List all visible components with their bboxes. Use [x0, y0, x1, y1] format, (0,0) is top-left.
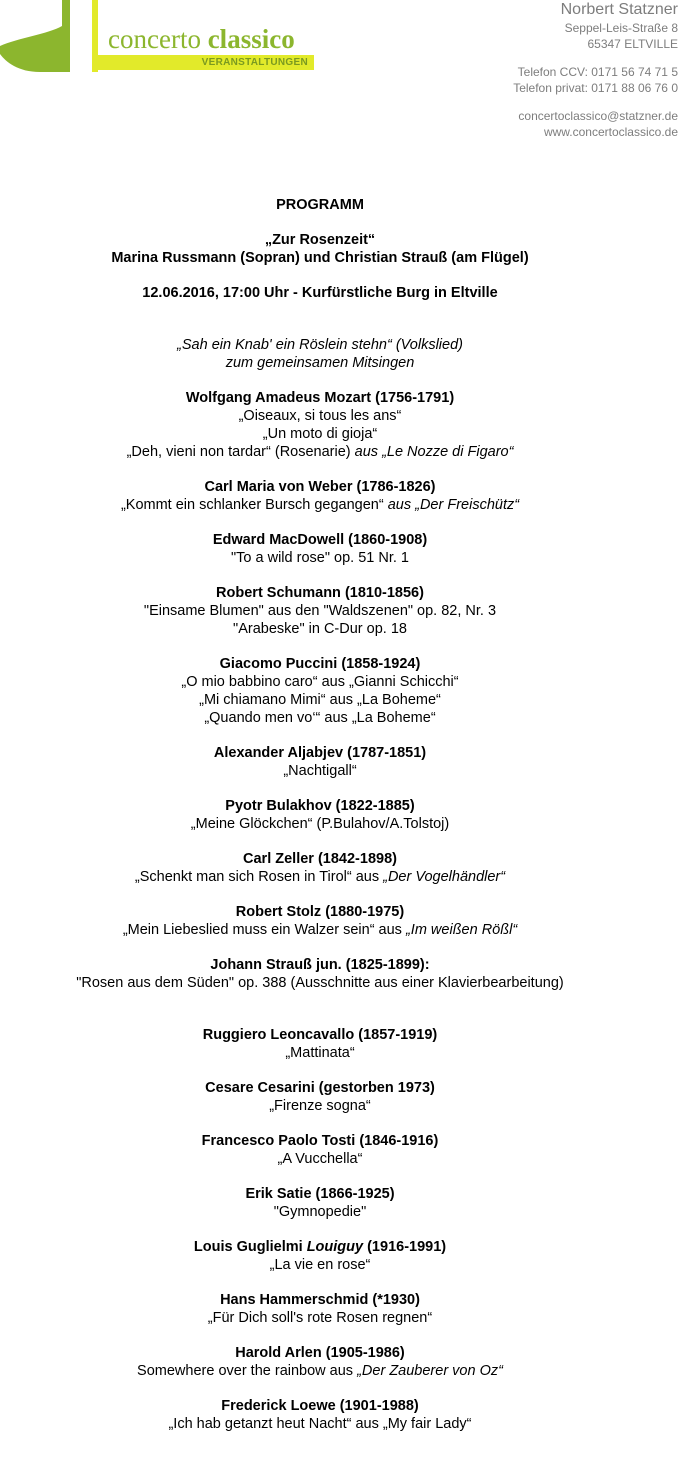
work — [0, 443, 640, 461]
work-title: „Firenze sogna“ — [269, 1098, 371, 1114]
work — [0, 1044, 640, 1062]
work — [0, 1203, 640, 1221]
composer — [0, 584, 640, 602]
composer-name: Hans Hammerschmid (*1930) — [220, 1292, 420, 1308]
composer-name: Ruggiero Leoncavallo (1857-1919) — [202, 1027, 438, 1043]
composer-name: Carl Zeller (1842-1898) — [243, 851, 397, 867]
contact-web[interactable]: www.concertoclassico.de — [543, 125, 678, 139]
program-heading: PROGRAMM — [276, 197, 364, 213]
logo-wordmark — [108, 26, 295, 53]
composer-name: Edward MacDowell (1860-1908) — [212, 532, 428, 548]
contact-phone-ccv: Telefon CCV: 0171 56 74 71 5 — [517, 65, 678, 79]
contact-phone-private: Telefon privat: 0171 88 06 76 0 — [513, 81, 678, 95]
contact-block — [513, 0, 678, 140]
work-title: „Nachtigall“ — [283, 763, 357, 779]
work — [0, 1415, 640, 1433]
composer-name: Robert Schumann (1810-1856) — [216, 585, 424, 601]
composer-name: Johann Strauß jun. (1825-1899): — [210, 957, 430, 973]
composer — [0, 797, 640, 815]
logo-word-concerto: concerto — [108, 24, 201, 54]
contact-city: 65347 ELTVILLE — [587, 37, 678, 51]
work — [0, 602, 640, 620]
composer — [0, 389, 640, 407]
work-title: „Meine Glöckchen“ (P.Bulahov/A.Tolstoj) — [190, 816, 450, 832]
composer — [0, 850, 640, 868]
contact-name: Norbert Statzner — [560, 1, 678, 18]
concert-title: „Zur Rosenzeit“ — [264, 232, 376, 248]
composer-name: Pyotr Bulakhov (1822-1885) — [225, 798, 415, 814]
work — [0, 974, 640, 992]
logo-shape — [0, 0, 100, 75]
work-title: „Schenkt man sich Rosen in Tirol“ aus — [134, 869, 384, 885]
work-source: „Im weißen Rößl“ — [405, 922, 518, 938]
work — [0, 1150, 640, 1168]
composer — [0, 655, 640, 673]
work-title: "Einsame Blumen" aus den "Waldszenen" op. 82, Nr. 3 — [143, 603, 497, 619]
work-title: Somewhere over the rainbow aus — [137, 1363, 358, 1379]
work — [0, 1097, 640, 1115]
composer-name: Giacomo Puccini (1858-1924) — [219, 656, 421, 672]
composer-name: Harold Arlen (1905-1986) — [235, 1345, 405, 1361]
work — [0, 762, 640, 780]
composer — [0, 744, 640, 762]
work-title: „A Vucchella“ — [277, 1151, 363, 1167]
work — [0, 868, 640, 886]
date-venue: 12.06.2016, 17:00 Uhr - Kurfürstliche Burg in Eltville — [142, 285, 498, 301]
logo — [0, 0, 320, 75]
work — [0, 425, 640, 443]
work-title: "Rosen aus dem Süden" op. 388 (Ausschnitte aus einer Klavierbearbeitung) — [76, 975, 564, 991]
work-title: „Quando men vo‘“ aus „La Boheme“ — [204, 710, 436, 726]
work — [0, 691, 640, 709]
composer-name: Wolfgang Amadeus Mozart (1756-1791) — [185, 390, 455, 406]
composer — [0, 531, 640, 549]
logo-bar — [96, 55, 314, 70]
composer — [0, 1079, 640, 1097]
work-title: „Deh, vieni non tardar“ (Rosenarie) — [126, 444, 355, 460]
work — [0, 1309, 640, 1327]
work — [0, 407, 640, 425]
composer — [0, 1132, 640, 1150]
work-title: „Kommt ein schlanker Bursch gegangen“ — [120, 497, 388, 513]
work-title: "Gymnopedie" — [273, 1204, 367, 1220]
work — [0, 709, 640, 727]
work-title: „O mio babbino caro“ aus „Gianni Schicchi“ — [181, 674, 459, 690]
work-title: "To a wild rose" op. 51 Nr. 1 — [231, 550, 409, 566]
contact-email[interactable]: concertoclassico@statzner.de — [518, 109, 678, 123]
composer — [0, 956, 640, 974]
composer-name: Frederick Loewe (1901-1988) — [221, 1398, 419, 1414]
composer — [0, 1397, 640, 1415]
work — [0, 673, 640, 691]
work-title: „La vie en rose“ — [269, 1257, 371, 1273]
composer — [0, 1238, 640, 1256]
logo-subtitle: VERANSTALTUNGEN — [201, 57, 308, 68]
performers: Marina Russmann (Sopran) und Christian Strauß (am Flügel) — [111, 250, 529, 266]
program-blocks — [0, 389, 640, 1433]
program — [0, 196, 640, 1433]
work — [0, 815, 640, 833]
composer-name: Carl Maria von Weber (1786-1826) — [204, 479, 436, 495]
composer-dates: (1916-1991) — [363, 1239, 447, 1255]
work-title: „Mattinata“ — [285, 1045, 355, 1061]
opening-note: zum gemeinsamen Mitsingen — [225, 355, 415, 371]
work-title: „Mi chiamano Mimi“ aus „La Boheme“ — [199, 692, 441, 708]
work-source: „Der Zauberer von Oz“ — [357, 1363, 503, 1379]
composer-name: Francesco Paolo Tosti (1846-1916) — [201, 1133, 439, 1149]
composer-name: Alexander Aljabjev (1787-1851) — [213, 745, 427, 761]
work-source: aus „Der Freischütz“ — [387, 497, 520, 513]
composer — [0, 1026, 640, 1044]
work — [0, 921, 640, 939]
work-title: "Arabeske" in C-Dur op. 18 — [233, 621, 407, 637]
composer — [0, 1185, 640, 1203]
work — [0, 1362, 640, 1380]
composer-alias: Louiguy — [306, 1239, 364, 1255]
work — [0, 1256, 640, 1274]
composer-name: Robert Stolz (1880-1975) — [235, 904, 405, 920]
work-source: „Der Vogelhändler“ — [383, 869, 506, 885]
opening-song: „Sah ein Knab' ein Röslein stehn“ (Volkslied) — [177, 337, 463, 353]
contact-street: Seppel-Leis-Straße 8 — [564, 21, 678, 35]
logo-word-classico: classico — [207, 24, 295, 54]
work-source: aus „Le Nozze di Figaro“ — [354, 444, 514, 460]
work-title: „Für Dich soll's rote Rosen regnen“ — [207, 1310, 433, 1326]
work-title: „Oiseaux, si tous les ans“ — [238, 408, 402, 424]
work-title: „Mein Liebeslied muss ein Walzer sein“ aus — [122, 922, 406, 938]
work — [0, 496, 640, 514]
work-title: „Ich hab getanzt heut Nacht“ aus „My fair Lady“ — [168, 1416, 472, 1432]
work — [0, 620, 640, 638]
work — [0, 549, 640, 567]
composer-name: Louis Guglielmi — [193, 1239, 307, 1255]
composer — [0, 478, 640, 496]
work-title: „Un moto di gioja“ — [262, 426, 378, 442]
composer-name: Erik Satie (1866-1925) — [245, 1186, 395, 1202]
composer — [0, 1344, 640, 1362]
composer — [0, 1291, 640, 1309]
composer-name: Cesare Cesarini (gestorben 1973) — [205, 1080, 435, 1096]
composer — [0, 903, 640, 921]
